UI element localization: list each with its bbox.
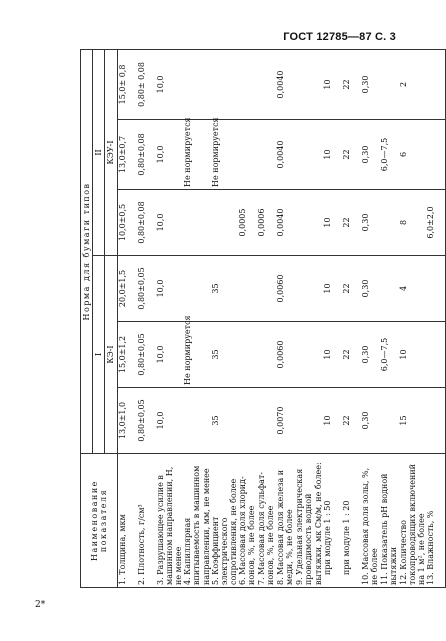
cell-value: 22 [342,120,361,190]
cell-value [426,256,446,322]
cell-value: 22 [342,388,361,454]
cell-value: 15 [399,388,427,454]
cell-value [426,120,446,190]
cell-value: 0,80±0,05 [137,256,156,322]
cell-value: 10 [323,190,342,256]
cell-value [295,49,323,119]
cell-value [257,322,276,388]
cell-value [183,388,211,454]
table-row [276,49,295,587]
cell-value: 0,30 [361,256,380,322]
cell-value: 6,0—7,5 [380,120,399,190]
cell-value: 0,80±0,05 [137,388,156,454]
row-label: при модуле 1 : 20 [342,454,361,588]
cell-value [426,322,446,388]
cell-value [238,322,257,388]
table-row [156,49,184,587]
group-header-2: II [93,49,105,255]
row-label: 2. Плотность, г/см³ [137,454,156,588]
row-label: 13. Влажность, % [426,454,446,588]
cell-value: 22 [342,49,361,119]
norm-header: Норма для бумаги типов [81,49,93,453]
cell-value: 8 [399,190,427,256]
cell-value: 0,80±0,08 [137,190,156,256]
table-row [295,49,323,587]
column-header-name: Наименование показателя [81,454,118,588]
cell-value: 10,0 [156,322,184,388]
table-row [238,49,257,587]
cell-value: 13,0±0,7 [117,120,137,190]
cell-value: 35 [211,256,239,322]
table-row [183,49,211,587]
cell-value: 22 [342,256,361,322]
cell-value [295,190,323,256]
rotated-table-block [80,50,436,588]
cell-value: 0,0060 [276,256,295,322]
cell-value: 10,0 [156,256,184,322]
cell-value: Не нормируется [183,322,211,388]
cell-value: 6 [399,120,427,190]
cell-value [380,388,399,454]
table-row [426,49,446,587]
cell-value: 0,0040 [276,190,295,256]
row-label: 7. Массовая доля сульфат-ионов, %, не более [257,454,276,588]
cell-value: Не нормируется [183,120,211,190]
table-row [342,49,361,587]
norms-table [80,49,446,588]
cell-value: 22 [342,322,361,388]
cell-value: 0,30 [361,322,380,388]
cell-value: 6,0—7,5 [380,322,399,388]
table-row [323,49,342,587]
cell-value: 0,80± 0,08 [137,49,156,119]
cell-value [380,190,399,256]
cell-value [257,256,276,322]
cell-value [238,120,257,190]
table-row [137,49,156,587]
cell-value [238,256,257,322]
cell-value: 2 [399,49,427,119]
cell-value: 10,0 [156,49,184,119]
cell-value [183,256,211,322]
cell-value: 10 [323,322,342,388]
cell-value [295,120,323,190]
table-row [361,49,380,587]
cell-value: 0,30 [361,388,380,454]
row-label: при модуле 1 : 50 [323,454,342,588]
cell-value: 35 [211,388,239,454]
cell-value: 0,30 [361,120,380,190]
cell-value: 10 [323,256,342,322]
cell-value [426,49,446,119]
cell-value: 10 [323,388,342,454]
cell-value: 0,0060 [276,322,295,388]
row-label: 8. Массовая доля железа и меди, %, не более [276,454,295,588]
table-row [380,49,399,587]
cell-value [257,49,276,119]
cell-value: 10 [323,120,342,190]
table-row [257,49,276,587]
row-label: 11. Показатель рН водной вытяжки [380,454,399,588]
cell-value [183,190,211,256]
row-label: 6. Массовая доля хлорид-ионов, %, не более [238,454,257,588]
cell-value [238,49,257,119]
cell-value [380,49,399,119]
cell-value: 0,0040 [276,120,295,190]
cell-value [183,49,211,119]
type-header-keu: КЭУ-I [105,49,117,255]
row-label: 12. Количество токопроводящих включений на 1 м², не более [399,454,427,588]
table-row [117,49,137,587]
cell-value: 0,0005 [238,190,257,256]
row-label: 3. Разрушающее усилие в машинном направлении, Н, не менее [156,454,184,588]
table-row [399,49,427,587]
cell-value: 15,0± 0,8 [117,49,137,119]
cell-value: 4 [399,256,427,322]
cell-value: 22 [342,190,361,256]
cell-value: 10,0 [156,388,184,454]
cell-value [257,120,276,190]
cell-value: 0,30 [361,190,380,256]
cell-value [238,388,257,454]
cell-value: 0,0006 [257,190,276,256]
cell-value: 13,0±1,0 [117,388,137,454]
cell-value [211,49,239,119]
cell-value: 10 [323,49,342,119]
cell-value: 10,0 [156,190,184,256]
cell-value: 15,0±1,2 [117,322,137,388]
cell-value: 10 [399,322,427,388]
cell-value [211,190,239,256]
cell-value: 0,30 [361,49,380,119]
cell-value [426,388,446,454]
standard-header: ГОСТ 12785—87 С. 3 [283,31,396,43]
cell-value: 10,0±0,5 [117,190,137,256]
page-signature-mark: 2* [35,600,46,610]
table-row [211,49,239,587]
type-header-ke: КЭ-I [105,256,117,454]
row-label: 9. Удельная электрическая проводимость водной вытяжки, мк См/м, не более: [295,454,323,588]
cell-value: 20,0±1,5 [117,256,137,322]
cell-value: 0,0040 [276,49,295,119]
cell-value [295,322,323,388]
cell-value [380,256,399,322]
cell-value: 6,0±2,0 [426,190,446,256]
cell-value: 0,80±0,05 [137,322,156,388]
cell-value: 0,0070 [276,388,295,454]
cell-value [295,256,323,322]
cell-value: Не нормируется [211,120,239,190]
group-header-1: I [93,256,105,454]
cell-value: 10,0 [156,120,184,190]
cell-value: 0,80±0,08 [137,120,156,190]
cell-value [257,388,276,454]
row-label: 1. Толщина, мкм [117,454,137,588]
row-label: 5. Коэффициент электрического сопротивления, не более [211,454,239,588]
cell-value: 35 [211,322,239,388]
cell-value [295,388,323,454]
row-label: 4. Капиллярная впитываемость в машинном направлении, мм, не менее [183,454,211,588]
row-label: 10. Массовая доля золы, %, не более [361,454,380,588]
